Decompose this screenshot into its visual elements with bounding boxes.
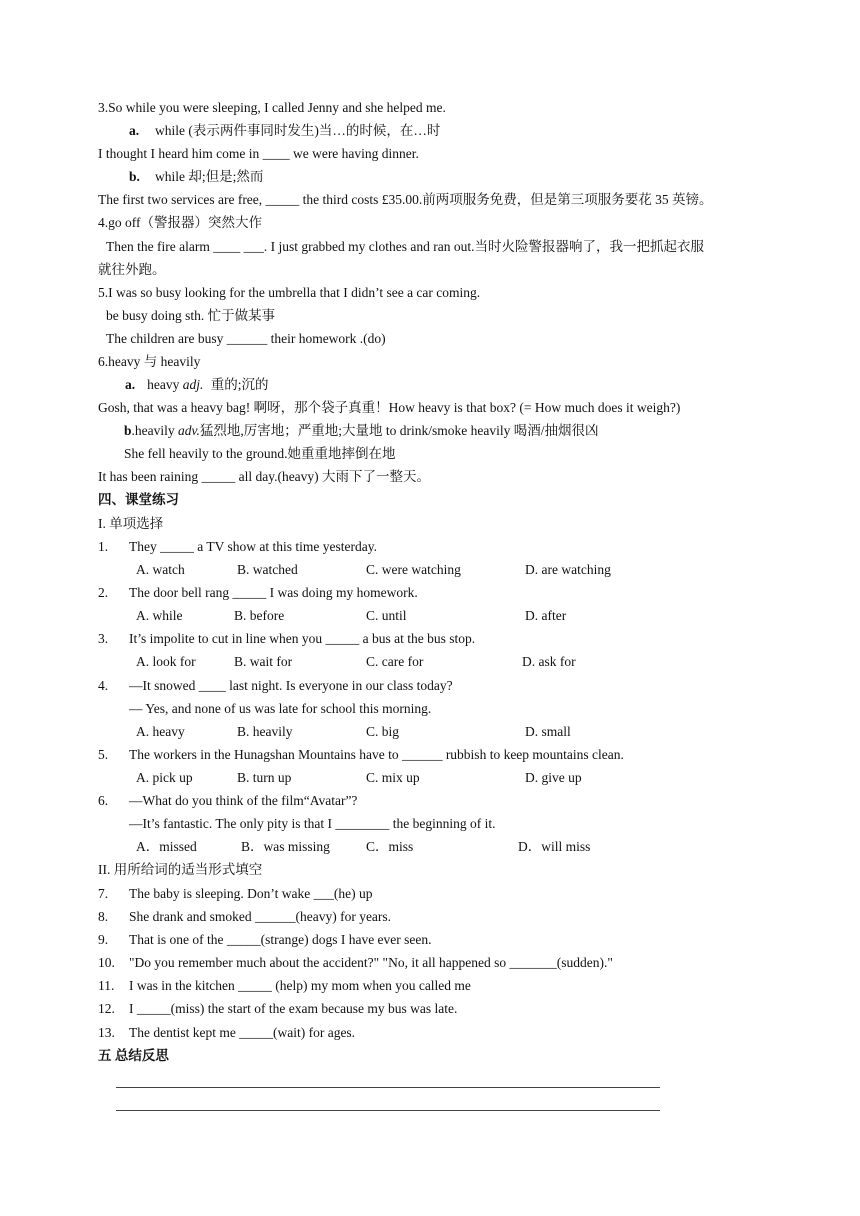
- fill-11-number: 11.: [98, 978, 115, 993]
- mcq-1-option-a: A. watch: [136, 562, 185, 577]
- reflection-line-2: [116, 1110, 660, 1111]
- note-6a-meaning: 重的;沉的: [210, 377, 269, 392]
- mcq-3-number: 3.: [98, 631, 109, 646]
- fill-9-number: 9.: [98, 932, 109, 947]
- mcq-3-option-a: A. look for: [136, 654, 196, 669]
- mcq-6-number: 6.: [98, 793, 109, 808]
- note-3b-text: while 却;但是;然而: [155, 169, 264, 184]
- fill-13-text: The dentist kept me _____(wait) for ages.: [129, 1025, 356, 1040]
- mcq-1-number: 1.: [98, 539, 109, 554]
- fill-8-number: 8.: [98, 909, 109, 924]
- note-6b-pos: adv.: [178, 423, 200, 438]
- mcq-3-option-d: D. ask for: [522, 654, 576, 669]
- note-6b-meaning: 猛烈地,厉害地；严重地;大量地 to drink/smoke heavily 喝酒/抽烟很凶: [199, 423, 599, 438]
- mcq-6-option-d: D．will miss: [518, 839, 591, 854]
- mcq-6-stem: —What do you think of the film“Avatar”?: [129, 793, 358, 808]
- note-4-example-cont: 就往外跑。: [98, 262, 166, 277]
- note-5-example: The children are busy ______ their homework .(do): [106, 331, 386, 346]
- mcq-2-option-c: C. until: [366, 608, 407, 623]
- note-6a-example: Gosh, that was a heavy bag! 啊呀，那个袋子真重！How heavy is that box? (= How much does it weigh?): [98, 400, 681, 415]
- note-6a-marker: a.: [125, 377, 136, 392]
- note-6-heading: 6.heavy 与 heavily: [98, 354, 201, 369]
- section-5-title: 五 总结反思: [98, 1048, 169, 1063]
- mcq-5-number: 5.: [98, 747, 109, 762]
- fill-10-number: 10.: [98, 955, 115, 970]
- fill-9-text: That is one of the _____(strange) dogs I have ever seen.: [129, 932, 432, 947]
- note-3b-marker: b.: [129, 169, 140, 184]
- note-3a-text: while (表示两件事同时发生)当…的时候，在…时: [155, 123, 441, 138]
- fill-11-text: I was in the kitchen _____ (help) my mom when you called me: [129, 978, 471, 993]
- reflection-line-1: [116, 1087, 660, 1088]
- section-4-title: 四、课堂练习: [98, 492, 179, 507]
- mcq-1-option-c: C. were watching: [366, 562, 461, 577]
- mcq-4-number: 4.: [98, 678, 109, 693]
- note-6-exercise: It has been raining _____ all day.(heavy) 大雨下了一整天。: [98, 469, 431, 484]
- fill-13-number: 13.: [98, 1025, 115, 1040]
- mcq-5-option-c: C. mix up: [366, 770, 420, 785]
- mcq-6-option-b: B．was missing: [241, 839, 330, 854]
- note-3-heading: 3.So while you were sleeping, I called Jenny and she helped me.: [98, 100, 446, 115]
- mcq-3-option-c: C. care for: [366, 654, 424, 669]
- mcq-2-number: 2.: [98, 585, 109, 600]
- mcq-5-option-b: B. turn up: [237, 770, 292, 785]
- fill-12-number: 12.: [98, 1001, 115, 1016]
- note-3a-marker: a.: [129, 123, 140, 138]
- note-5-heading: 5.I was so busy looking for the umbrella that I didn’t see a car coming.: [98, 285, 481, 300]
- note-6a-word: heavy: [147, 377, 180, 392]
- fill-10-text: "Do you remember much about the accident?" "No, it all happened so _______(sudden).": [129, 955, 613, 970]
- note-4-example: Then the fire alarm ____ ___. I just grabbed my clothes and ran out.当时火险警报器响了，我一把抓起衣服: [106, 239, 705, 254]
- mcq-2-stem: The door bell rang _____ I was doing my homework.: [129, 585, 418, 600]
- note-6b-line: [124, 422, 599, 440]
- section-4-part-1-title: I. 单项选择: [98, 516, 164, 531]
- mcq-4-option-a: A. heavy: [136, 724, 185, 739]
- section-4-part-2-title: II. 用所给词的适当形式填空: [98, 862, 263, 877]
- note-6a-line: [98, 376, 269, 394]
- mcq-5-option-d: D. give up: [525, 770, 582, 785]
- note-6b-marker: b: [124, 423, 132, 438]
- note-4-heading: 4.go off（警报器）突然大作: [98, 215, 262, 230]
- note-3a-example: I thought I heard him come in ____ we were having dinner.: [98, 146, 419, 161]
- note-3b-example: The first two services are free, _____ the third costs £35.00.前两项服务免费，但是第三项服务要花 35 英镑。: [98, 192, 713, 207]
- note-5-phrase: be busy doing sth. 忙于做某事: [106, 308, 276, 323]
- mcq-4-option-c: C. big: [366, 724, 400, 739]
- mcq-2-option-b: B. before: [234, 608, 285, 623]
- mcq-3-stem: It’s impolite to cut in line when you _____ a bus at the bus stop.: [129, 631, 476, 646]
- mcq-3-option-b: B. wait for: [234, 654, 293, 669]
- mcq-2-option-d: D. after: [525, 608, 567, 623]
- fill-8-text: She drank and smoked ______(heavy) for years.: [129, 909, 392, 924]
- mcq-2-option-a: A. while: [136, 608, 183, 623]
- mcq-5-stem: The workers in the Hunagshan Mountains have to ______ rubbish to keep mountains clean.: [129, 747, 624, 762]
- mcq-1-option-b: B. watched: [237, 562, 298, 577]
- mcq-1-stem: They _____ a TV show at this time yesterday.: [129, 539, 377, 554]
- fill-7-text: The baby is sleeping. Don’t wake ___(he) up: [129, 886, 373, 901]
- note-6a-pos: adj.: [182, 377, 204, 392]
- mcq-4-option-d: D. small: [525, 724, 571, 739]
- fill-12-text: I _____(miss) the start of the exam because my bus was late.: [129, 1001, 458, 1016]
- mcq-4-stem: —It snowed ____ last night. Is everyone in our class today?: [129, 678, 453, 693]
- mcq-4-stem-reply: — Yes, and none of us was late for school this morning.: [129, 701, 432, 716]
- note-6b-example: She fell heavily to the ground.她重重地摔倒在地: [124, 446, 396, 461]
- mcq-6-option-a: A．missed: [136, 839, 197, 854]
- mcq-4-option-b: B. heavily: [237, 724, 293, 739]
- fill-7-number: 7.: [98, 886, 109, 901]
- mcq-6-stem-reply: —It’s fantastic. The only pity is that I ________ the beginning of it.: [129, 816, 496, 831]
- mcq-6-option-c: C．miss: [366, 839, 414, 854]
- note-6b-word: .heavily: [131, 423, 179, 438]
- mcq-5-option-a: A. pick up: [136, 770, 193, 785]
- mcq-1-option-d: D. are watching: [525, 562, 611, 577]
